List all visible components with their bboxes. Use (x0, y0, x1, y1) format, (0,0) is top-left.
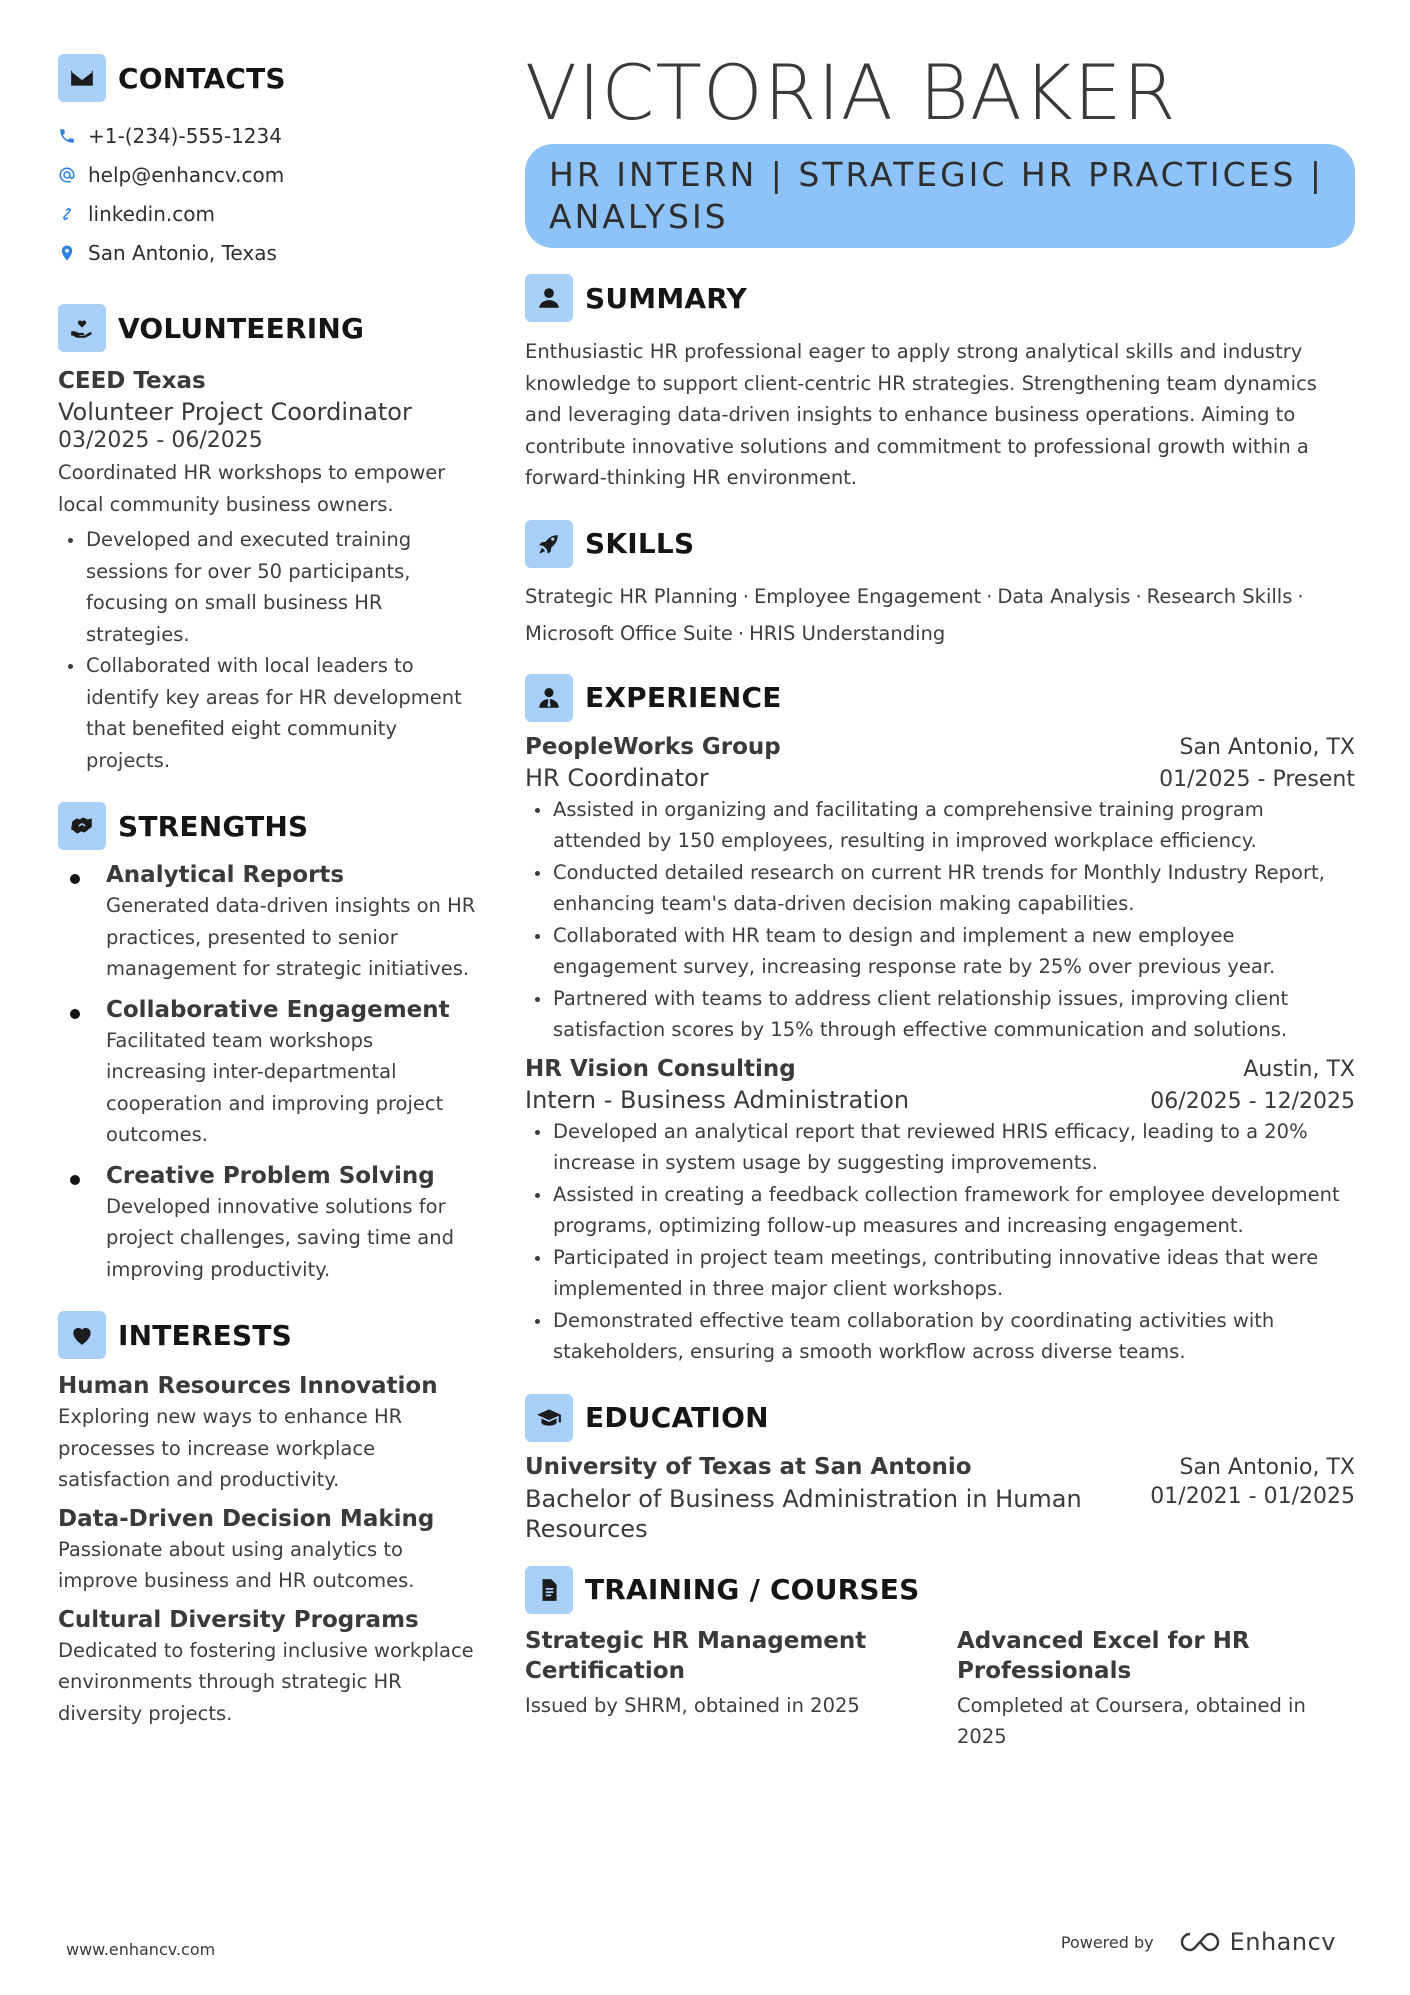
training-title: TRAINING / COURSES (585, 1573, 920, 1606)
skill-separator: · (737, 621, 745, 645)
right-column (525, 50, 1355, 1753)
brand-name: Enhancv (1229, 1928, 1336, 1956)
education-entry (525, 1454, 1355, 1544)
education-location: San Antonio, TX (1179, 1454, 1355, 1480)
education-header-row (525, 1454, 1355, 1480)
skill-item: Microsoft Office Suite (525, 621, 733, 645)
footer-website[interactable]: www.enhancv.com (66, 1940, 216, 1959)
summary-title: SUMMARY (585, 281, 748, 315)
job-role: HR Coordinator (525, 763, 709, 792)
phone-icon (58, 127, 88, 145)
interests-list (58, 1373, 478, 1729)
volunteer-bullets (58, 524, 478, 776)
job-header-row (525, 734, 1355, 760)
job-dates: 01/2025 - Present (1159, 766, 1355, 792)
phone-text: +1-(234)-555-1234 (88, 123, 282, 148)
contact-email[interactable] (58, 155, 478, 194)
link-icon (58, 205, 88, 223)
list-item: Developed an analytical report that reviewed HRIS efficacy, leading to a 20% increase in system usage by suggesting improvements. (525, 1116, 1355, 1179)
bullet-dot (70, 1175, 80, 1185)
volunteering-header (58, 304, 478, 352)
strengths-list (58, 862, 478, 1285)
linkedin-text: linkedin.com (88, 201, 215, 226)
contact-location (58, 233, 478, 272)
volunteer-role: Volunteer Project Coordinator (58, 398, 412, 426)
document-icon (525, 1566, 573, 1614)
job-role-row (525, 1082, 1355, 1114)
strengths-title: STRENGTHS (118, 809, 309, 843)
candidate-name: VICTORIA BAKER (525, 48, 1177, 137)
job-location: Austin, TX (1243, 1056, 1355, 1082)
job-header-row (525, 1056, 1355, 1082)
interest-desc: Dedicated to fostering inclusive workplace environments through strategic HR diversity projects. (58, 1638, 474, 1725)
powered-by-text: Powered by (1060, 1932, 1154, 1952)
job-bullets (525, 1116, 1355, 1368)
bullet-dot (70, 874, 80, 884)
course-title: Advanced Excel for HR Professionals (957, 1627, 1250, 1684)
skill-separator: · (1297, 584, 1304, 608)
list-item: Collaborated with HR team to design and implement a new employee engagement survey, increasing response rate by 25% over previous year. (525, 920, 1355, 983)
list-item: Participated in project team meetings, contributing innovative ideas that were implemented in three major client workshops. (525, 1242, 1355, 1305)
location-text: San Antonio, Texas (88, 240, 277, 265)
contact-linkedin[interactable] (58, 194, 478, 233)
experience-header (525, 674, 1355, 722)
skill-item: Research Skills (1146, 584, 1293, 608)
list-item: Assisted in organizing and facilitating a comprehensive training program attended by 150 employees, resulting in improved workplace efficiency. (525, 794, 1355, 857)
list-item: Collaborated with local leaders to identify key areas for HR development that benefited eight community projects. (58, 650, 478, 776)
headline-banner: HR INTERN | STRATEGIC HR PRACTICES | ANALYSIS (525, 144, 1355, 248)
contacts-title: CONTACTS (118, 61, 286, 95)
education-title: EDUCATION (585, 1401, 769, 1434)
enhancv-logo-icon (1178, 1930, 1222, 1954)
person-icon (525, 274, 573, 322)
interest-item (58, 1506, 478, 1597)
job-role: Intern - Business Administration (525, 1085, 910, 1114)
summary-header (525, 274, 1355, 322)
job-role-row (525, 760, 1355, 792)
footer-brand (1061, 1928, 1336, 1956)
education-header (525, 1394, 1355, 1442)
interest-item (58, 1607, 478, 1730)
skill-separator: · (986, 584, 993, 608)
strength-title: Analytical Reports (106, 862, 345, 888)
envelope-icon (58, 54, 106, 102)
bullet-dot (70, 1009, 80, 1019)
contacts-header (58, 54, 478, 102)
volunteer-dates: 03/2025 - 06/2025 (58, 428, 263, 453)
skill-separator: · (742, 584, 749, 608)
strength-desc: Developed innovative solutions for project challenges, saving time and improving productivity. (106, 1194, 454, 1281)
list-item: Demonstrated effective team collaboration by coordinating activities with stakeholders, ensuring a smooth workflow across diverse teams. (525, 1305, 1355, 1368)
skill-item: Data Analysis (997, 584, 1131, 608)
handshake-icon (58, 802, 106, 850)
skills-title: SKILLS (585, 527, 695, 560)
list-item: Assisted in creating a feedback collection framework for employee development programs, optimizing follow-up measures and increasing engagement. (525, 1179, 1355, 1242)
at-icon (58, 166, 88, 184)
job-dates: 06/2025 - 12/2025 (1150, 1088, 1355, 1114)
rocket-icon (525, 520, 573, 568)
skills-header (525, 520, 1355, 568)
strength-title: Collaborative Engagement (106, 996, 450, 1023)
skill-separator: · (1135, 584, 1142, 608)
graduation-cap-icon (525, 1394, 573, 1442)
education-dates: 01/2021 - 01/2025 (1150, 1483, 1355, 1509)
contact-phone[interactable] (58, 116, 478, 155)
courses-list (525, 1626, 1355, 1753)
course-item (525, 1626, 957, 1753)
experience-title: EXPERIENCE (585, 681, 782, 714)
interest-desc: Exploring new ways to enhance HR processes to increase workplace satisfaction and productivity. (58, 1405, 403, 1491)
interest-item (58, 1373, 478, 1496)
left-column (58, 54, 478, 1729)
strength-title: Creative Problem Solving (106, 1162, 435, 1189)
training-header (525, 1566, 1355, 1614)
education-degree: Bachelor of Business Administration in Human Resources (525, 1484, 1082, 1543)
interests-header (58, 1311, 478, 1359)
job-location: San Antonio, TX (1179, 734, 1355, 760)
email-text: help@enhancv.com (88, 162, 285, 187)
brand-logo[interactable] (1178, 1928, 1336, 1956)
strengths-header (58, 802, 478, 850)
job-company: HR Vision Consulting (525, 1055, 796, 1082)
job-entry (525, 1056, 1355, 1368)
businessman-icon (525, 674, 573, 722)
location-pin-icon (58, 244, 88, 262)
volunteering-title: VOLUNTEERING (118, 311, 365, 345)
job-bullets (525, 794, 1355, 1046)
list-item: Partnered with teams to address client relationship issues, improving client satisfaction scores by 15% through effective communication and solutions. (525, 983, 1355, 1046)
strength-item (58, 1163, 478, 1286)
education-degree-row (525, 1480, 1355, 1544)
education-school: University of Texas at San Antonio (525, 1453, 972, 1480)
course-desc: Issued by SHRM, obtained in 2025 (525, 1693, 860, 1717)
job-entry (525, 734, 1355, 1046)
course-item (957, 1626, 1355, 1753)
summary-text: Enthusiastic HR professional eager to apply strong analytical skills and industry knowledge to support client-centric HR strategies. Strengthening team dynamics and leveraging data-driven insights to enhance business operations. Aiming to contribute innovative solutions and commitment to professional growth within a forward-thinking HR environment. (525, 340, 1317, 489)
volunteer-description: Coordinated HR workshops to empower local community business owners. (58, 461, 446, 516)
skill-item: Employee Engagement (753, 584, 982, 608)
skill-item: HRIS Understanding (749, 621, 946, 645)
hand-heart-icon (58, 304, 106, 352)
list-item: Developed and executed training sessions for over 50 participants, focusing on small business HR strategies. (58, 524, 478, 650)
skills-list (525, 578, 1355, 652)
strength-item (58, 997, 478, 1151)
interest-title: Cultural Diversity Programs (58, 1606, 419, 1633)
volunteer-org: CEED Texas (58, 368, 206, 394)
course-desc: Completed at Coursera, obtained in 2025 (957, 1693, 1306, 1748)
volunteering-entry (58, 368, 478, 776)
heart-icon (58, 1311, 106, 1359)
strength-desc: Facilitated team workshops increasing inter-departmental cooperation and improving project outcomes. (106, 1028, 444, 1146)
job-company: PeopleWorks Group (525, 733, 781, 760)
interest-desc: Passionate about using analytics to improve business and HR outcomes. (58, 1537, 415, 1592)
list-item: Conducted detailed research on current HR trends for Monthly Industry Report, enhancing team's data-driven decision making capabilities. (525, 857, 1355, 920)
course-title: Strategic HR Management Certification (525, 1627, 867, 1684)
strength-desc: Generated data-driven insights on HR practices, presented to senior management for strategic initiatives. (106, 894, 476, 980)
skill-item: Strategic HR Planning (525, 584, 738, 608)
contact-list (58, 116, 478, 272)
interests-title: INTERESTS (118, 1318, 292, 1352)
interest-title: Data-Driven Decision Making (58, 1505, 435, 1532)
strength-item (58, 862, 478, 985)
interest-title: Human Resources Innovation (58, 1373, 438, 1399)
